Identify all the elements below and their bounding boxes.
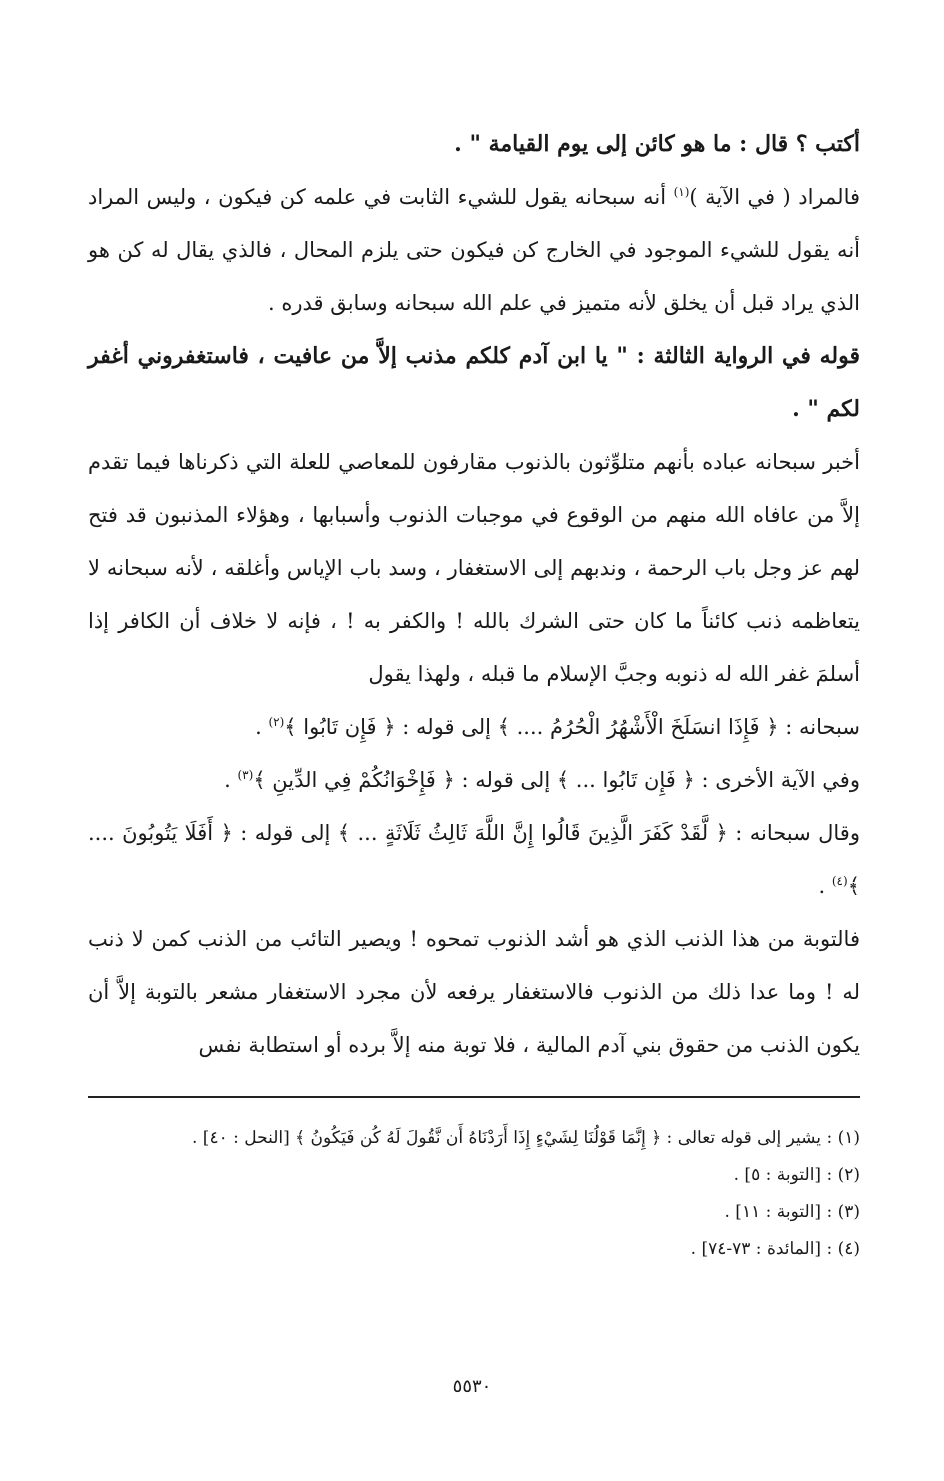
- page-number: ٥٥٣٠: [452, 1376, 492, 1397]
- paragraph-verse-1: [88, 701, 860, 754]
- main-text: [88, 118, 860, 1072]
- text-segment: سبحانه : ﴿ فَإِذَا انسَلَخَ الْأَشْهُرُ الْحُرُمُ .... ﴾ إلى قوله : ﴿ فَإِن تَابُوا ﴾: [284, 715, 860, 739]
- text-segment: وقال سبحانه : ﴿ لَّقَدْ كَفَرَ الَّذِينَ قَالُوا إِنَّ اللَّهَ ثَالِثُ ثَلَاثَةٍ ... ﴾ إلى قوله : ﴿ أَفَلَا يَتُوبُونَ .... ﴾: [88, 821, 860, 898]
- text-segment: .: [255, 715, 269, 739]
- paragraph-verse-3: [88, 807, 860, 913]
- text-segment: .: [224, 768, 238, 792]
- paragraph-third-narration: قوله في الرواية الثالثة : " يا ابن آدم كلكم مذنب إلاَّ من عافيت ، فاستغفروني أغفر لكم " .: [88, 343, 860, 422]
- footnote-ref-2[interactable]: (٢): [268, 715, 285, 729]
- paragraph-commentary: أخبر سبحانه عباده بأنهم متلوِّثون بالذنوب مقارفون للمعاصي للعلة التي ذكرناها فيما تقدم إلاَّ من عافاه الله منهم من الوقوع في موجبات الذنوب وأسبابها ، وهؤلاء المذنبون قد فتح لهم عز وجل باب الرحمة ، وندبهم إلى الاستغفار ، وسد باب الإياس وأغلقه ، لأنه سبحانه لا يتعاظمه ذنب كائناً ما كان حتى الشرك بالله ! والكفر به ! ، فإنه لا خلاف أن الكافر إذا أسلمَ غفر الله له ذنوبه وجبَّ الإسلام ما قبله ، ولهذا يقول: [88, 450, 860, 686]
- footnote-ref-4[interactable]: (٤): [831, 874, 848, 888]
- paragraph-hadith-end: أكتب ؟ قال : ما هو كائن إلى يوم القيامة " .: [454, 131, 860, 157]
- text-segment: أنه سبحانه يقول للشيء الثابت في علمه كن فيكون ، وليس المراد أنه يقول للشيء الموجود في الخارج كن فيكون حتى يلزم المحال ، فالذي يقال له كن هو الذي يراد قبل أن يخلق لأنه متميز في علم الله سبحانه وسابق قدره .: [88, 185, 860, 315]
- paragraph-verse-2: [88, 754, 860, 807]
- footnote-1: (١) : يشير إلى قوله تعالى : ﴿ إِنَّمَا قَوْلُنَا لِشَيْءٍ إِذَا أَرَدْنَاهُ أَن نَّقُولَ لَهُ كُن فَيَكُونُ ﴾ [النحل : ٤٠] .: [192, 1128, 860, 1148]
- footnote-ref-1[interactable]: (١): [673, 185, 690, 199]
- paragraph-repentance: فالتوبة من هذا الذنب الذي هو أشد الذنوب تمحوه ! ويصير التائب من الذنب كمن لا ذنب له ! وما عدا ذلك من الذنوب فالاستغفار يرفعه لأن مجرد الاستغفار مشعر بالتوبة إلاَّ أن يكون الذنب من حقوق بني آدم المالية ، فلا توبة منه إلاَّ برده أو استطابة نفس: [88, 927, 860, 1057]
- text-segment: .: [818, 874, 832, 898]
- footnote-2: (٢) : [التوبة : ٥] .: [733, 1165, 860, 1185]
- footnote-divider: [88, 1096, 860, 1098]
- text-segment: وفي الآية الأخرى : ﴿ فَإِن تَابُوا ... ﴾ إلى قوله : ﴿ فَإِخْوَانُكُمْ فِي الدِّينِ ﴾: [253, 768, 860, 792]
- footnote-ref-3[interactable]: (٣): [237, 768, 254, 782]
- footnote-4: (٤) : [المائدة : ٧٣-٧٤] .: [690, 1239, 860, 1259]
- text-segment: فالمراد ( في الآية ): [689, 185, 860, 209]
- footnotes: [88, 1120, 860, 1268]
- paragraph-explanation: [88, 171, 860, 330]
- footnote-3: (٣) : [التوبة : ١١] .: [724, 1202, 860, 1222]
